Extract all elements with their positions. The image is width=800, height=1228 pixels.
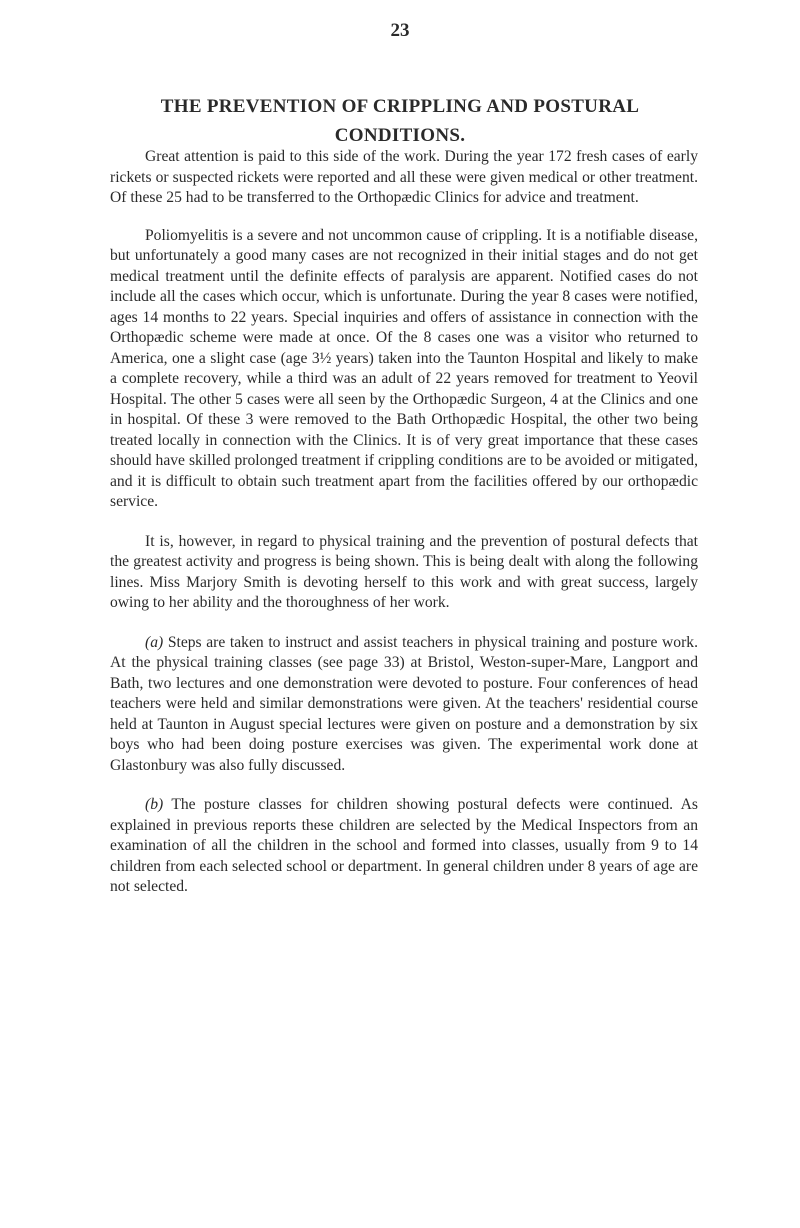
section-title <box>80 92 720 150</box>
list-marker-b: (b) <box>145 796 164 813</box>
paragraph-teacher-instruction-text: Steps are taken to instruct and assist teachers in physical training and posture work. At the physical training classes (see page 33) at Bristol, Weston-super-Mare, Langport and Bath, two lectures and one demonstration were devoted to posture. Four conferences of head teachers were held and similar demonstrations were given. At the teachers' residential course held at Taunton in August special lectures were given on posture and a demonstration by six boys who had been doing posture exercises was given. The experimental work done at Glastonbury was also fully discussed. <box>110 633 698 774</box>
paragraph-postural-defects: It is, however, in regard to physical training and the prevention of postural defects that the greatest activity and progress is being shown. This is being dealt with along the following lines. Miss Marjory Smith is devoting herself to this work and with great success, largely owing to her ability and the thoroughness of her work. <box>110 532 698 611</box>
paragraph-rickets: Great attention is paid to this side of the work. During the year 172 fresh cases of early rickets or suspected rickets were reported and all these were given medical or other treatment. Of these 25 had to be transferred to the Orthopædic Clinics for advice and treatment. <box>110 148 698 206</box>
paragraph-poliomyelitis: Poliomyelitis is a severe and not uncommon cause of crippling. It is a notifiable disease, but unfortunately a good many cases are not recognized in their initial stages and do not get medical treatment until the definite effects of paralysis are apparent. Notified cases do not include all the cases which occur, which is unfortunate. During the year 8 cases were notified, ages 14 months to 22 years. Special inquiries and offers of assistance in connection with the Orthopædic scheme were made at once. Of the 8 cases one was a visitor who returned to America, one a slight case (age 3½ years) taken into the Taunton Hospital and likely to make a complete recovery, while a third was an adult of 22 years removed for treatment to Yeovil Hospital. The other 5 cases were all seen by the Orthopædic Surgeon, 4 at the Clinics and one in hospital. Of these 3 were removed to the Bath Orthopædic Hospital, the other two being treated locally in connection with the Clinics. It is of very great importance that these cases should have skilled prolonged treatment if crippling conditions are to be avoided or mitigated, and it is difficult to obtain such treatment apart from the facilities offered by our orthopædic service. <box>110 226 698 510</box>
page-number: 23 <box>390 20 410 41</box>
body-text <box>110 147 698 917</box>
paragraph-posture-classes <box>110 795 698 898</box>
section-title-line-2: CONDITIONS. <box>334 125 466 146</box>
paragraph-teacher-instruction <box>110 633 698 777</box>
paragraph-posture-classes-text: The posture classes for children showing postural defects were continued. As explained in previous reports these children are selected by the Medical Inspectors from an examination of all the children in the school and formed into classes, usually from 9 to 14 children from each selected school or department. In general children under 8 years of age are not selected. <box>110 796 698 895</box>
list-marker-a: (a) <box>145 633 164 651</box>
section-title-line-1: THE PREVENTION OF CRIPPLING AND POSTURAL <box>160 96 640 117</box>
